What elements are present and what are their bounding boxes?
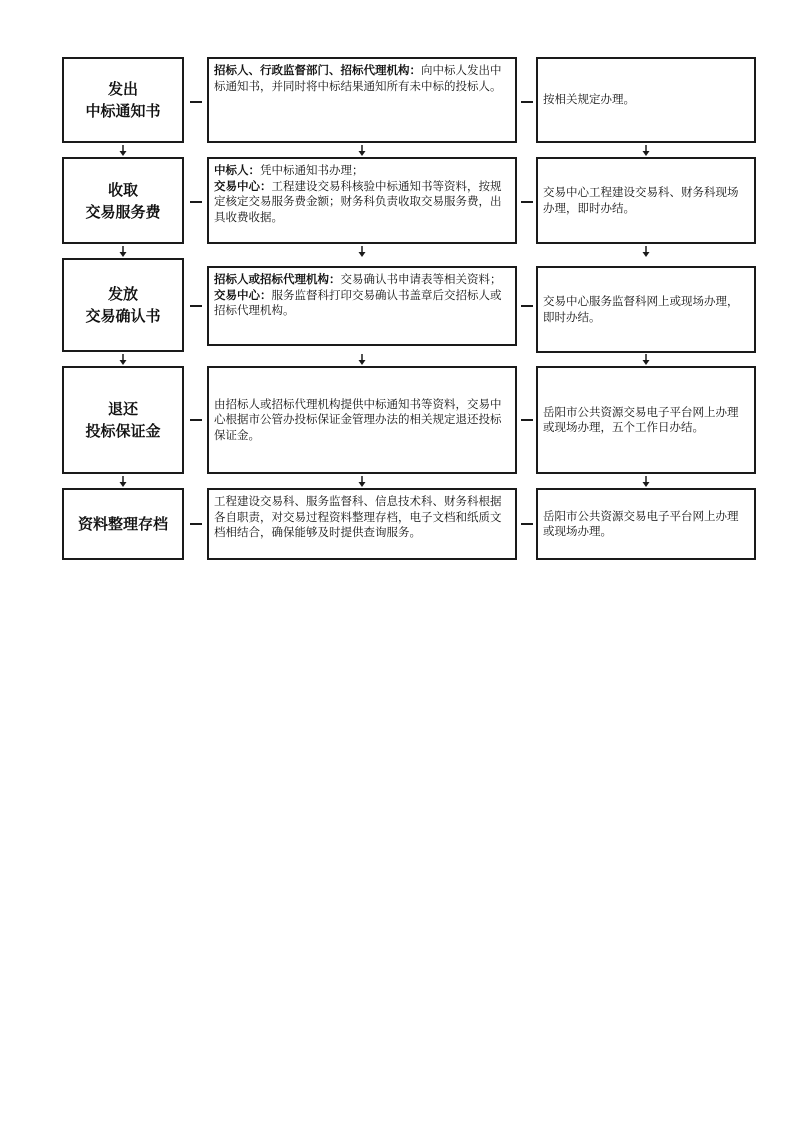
description-text: 工程建设交易科、服务监督科、信息技术科、财务科根据各自职责，对交易过程资料整理存档，电子文档和纸质文档相结合，确保能够及时提供查询服务。: [214, 494, 502, 539]
description-text: 服务监督科打印交易确认书盖章后交招标人或招标代理机构。: [214, 287, 502, 317]
connector-dash: [521, 201, 533, 203]
connector-dash: [190, 419, 202, 421]
stage-label-line: 退还: [107, 400, 138, 418]
down-arrow-icon: [641, 354, 651, 365]
method-text: 岳阳市公共资源交易电子平台网上办理或现场办理。: [543, 508, 739, 538]
stage-box-refund-deposit: [62, 366, 184, 474]
down-arrow-icon: [641, 246, 651, 257]
down-arrow-icon: [357, 145, 367, 156]
stage-label-line: 投标保证金: [85, 422, 161, 440]
down-arrow-icon: [357, 476, 367, 487]
connector-dash: [521, 523, 533, 525]
method-box: [536, 157, 756, 244]
down-arrow-icon: [641, 145, 651, 156]
stage-box-archive: [62, 488, 184, 560]
description-box: [207, 488, 517, 560]
description-box: [207, 57, 517, 143]
connector-dash: [521, 101, 533, 103]
stage-label-line: 发放: [107, 285, 138, 303]
connector-dash: [521, 419, 533, 421]
description-text: 向中标人发出中标通知书，并同时将中标结果通知所有未中标的投标人。: [214, 63, 502, 93]
description-text: 由招标人或招标代理机构提供中标通知书等资料，交易中心根据市公管办投标保证金管理办法的相关规定退还投标保证金。: [214, 396, 502, 442]
role-label: 交易中心：: [214, 287, 272, 302]
connector-dash: [190, 523, 202, 525]
role-label: 招标人或招标代理机构：: [214, 272, 341, 286]
connector-dash: [521, 305, 533, 307]
method-box: [536, 266, 756, 353]
connector-dash: [190, 101, 202, 103]
connector-dash: [190, 201, 202, 203]
description-box: [207, 366, 517, 474]
description-box: [207, 266, 517, 346]
stage-label-line: 收取: [107, 180, 138, 199]
down-arrow-icon: [357, 354, 367, 365]
method-box: [536, 57, 756, 143]
down-arrow-icon: [118, 354, 128, 365]
stage-box-issue-confirmation: [62, 258, 184, 352]
stage-label-line: 资料整理存档: [77, 515, 168, 533]
down-arrow-icon: [118, 476, 128, 487]
description-text: 凭中标通知书办理；: [260, 163, 364, 177]
description-text: 工程建设交易科核验中标通知书等资料，按规定核定交易服务费金额；财务科负责收取交易服务费，出具收费收据。: [214, 178, 502, 224]
down-arrow-icon: [357, 246, 367, 257]
connector-dash: [190, 305, 202, 307]
method-text: 交易中心服务监督科网上或现场办理，即时办结。: [543, 294, 739, 324]
method-text: 按相关规定办理。: [543, 92, 635, 107]
down-arrow-icon: [118, 246, 128, 257]
description-box: [207, 157, 517, 244]
stage-label-line: 交易确认书: [85, 307, 161, 325]
down-arrow-icon: [118, 145, 128, 156]
role-label: 中标人：: [214, 163, 260, 177]
down-arrow-icon: [641, 476, 651, 487]
method-text: 岳阳市公共资源交易电子平台网上办理或现场办理，五个工作日办结。: [543, 404, 739, 434]
stage-label-line: 中标通知书: [85, 102, 161, 120]
description-text: 交易确认书申请表等相关资料；: [340, 272, 502, 286]
method-box: [536, 366, 756, 474]
method-box: [536, 488, 756, 560]
role-label: 招标人、行政监督部门、招标代理机构：: [214, 63, 421, 77]
stage-label-line: 交易服务费: [85, 202, 161, 221]
stage-box-issue-notice: [62, 57, 184, 143]
stage-label-line: 发出: [107, 80, 138, 98]
stage-box-collect-fee: [62, 157, 184, 244]
role-label: 交易中心：: [214, 178, 272, 193]
method-text: 交易中心工程建设交易科、财务科现场办理，即时办结。: [543, 185, 739, 215]
